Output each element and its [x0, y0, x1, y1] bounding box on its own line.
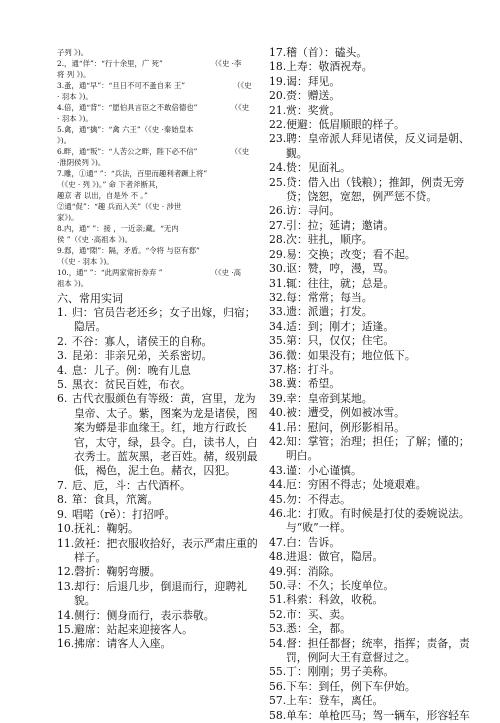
entry-number: 37. — [269, 362, 287, 376]
vocab-entry — [57, 637, 267, 651]
note-line: 子列 》)。 — [57, 48, 89, 57]
vocab-entry — [269, 406, 485, 420]
vocab-entry — [269, 176, 485, 205]
vocab-entry — [269, 132, 485, 161]
entry-number: 23. — [269, 132, 287, 146]
entry-text: 次：驻扎，顺序。 — [286, 233, 373, 247]
vocab-entry — [269, 233, 485, 247]
vocab-entry — [269, 291, 485, 305]
entry-number: 27. — [269, 218, 287, 232]
entry-number: 46. — [269, 507, 287, 520]
vocab-entry — [57, 335, 267, 349]
vocab-entry — [269, 320, 485, 334]
entry-number: 22. — [269, 118, 287, 132]
vocab-entry — [269, 637, 485, 666]
entry-text: 敛衽：把衣服收拾好，表示严肃庄重的 — [74, 536, 258, 550]
entry-text: 稽（首）：磕头。 — [286, 46, 368, 59]
vocab-entry — [269, 680, 485, 694]
note-line: 家》)。 — [57, 213, 79, 222]
section-heading: 六、常用实词 — [57, 292, 123, 305]
entry-number: 25. — [269, 175, 287, 189]
entry-text: 寻：不久；长度单位。 — [286, 579, 395, 593]
vocab-entry — [269, 219, 485, 233]
entry-text: 抚礼：鞠躬。 — [74, 522, 139, 536]
entry-text: 市：买、卖。 — [286, 607, 351, 621]
entry-number: 13. — [57, 579, 75, 593]
entry-text: 息：儿子。例：晚有儿息 — [72, 363, 191, 377]
entry-text: 适：到；刚才；适逢。 — [286, 319, 395, 333]
entry-text: 格：打斗。 — [286, 362, 341, 376]
note-line: 5.禽，通“擒”：“禽 六王”（《史 ·秦始皇本 — [57, 125, 194, 134]
entry-number: 24. — [269, 161, 287, 175]
vocab-entry — [269, 709, 485, 723]
entry-number: 34. — [269, 319, 287, 333]
note-item — [57, 80, 267, 102]
note-item — [57, 168, 267, 201]
entry-text: 觐。 — [286, 146, 308, 160]
entry-text: 却行：后退几步，倒退而行，迎聘礼 — [74, 579, 247, 593]
entry-text: 与“败”一样。 — [286, 521, 352, 535]
note-item — [57, 245, 267, 267]
entry-number: 28. — [269, 233, 287, 247]
note-item — [57, 267, 267, 289]
entry-text: 案为蟒是非血缘王。红，地方行政长 — [74, 421, 247, 435]
note-line: 趣京 者 以出，自是外 不 。” — [57, 191, 148, 200]
entry-number: 53. — [269, 622, 287, 636]
notes-list — [57, 47, 267, 289]
entry-number: 49. — [269, 564, 287, 578]
entry-number: 30. — [269, 262, 287, 276]
entry-text: 贷；饶恕，宽恕，例严惩不贷。 — [286, 190, 438, 204]
vocab-entry — [57, 364, 267, 378]
entry-number: 14. — [57, 608, 75, 622]
entry-text: 冀：希望。 — [286, 377, 341, 391]
note-line: 8.内，通“ ”：接 ，一近亲;藏。“无内 — [57, 224, 179, 233]
entry-text: 厄：穷困不得志；处境艰难。 — [286, 478, 427, 492]
vocab-entry — [269, 565, 485, 579]
entry-number: 50. — [269, 579, 287, 593]
vocab-entry — [269, 305, 485, 319]
entry-text: 下车：到任，例下车伊始。 — [286, 679, 416, 693]
entry-text: 白：告诉。 — [286, 535, 341, 549]
vocab-entry — [269, 550, 485, 564]
entry-number: 19. — [269, 74, 287, 88]
entry-text: 磬折：鞠躬弯腰。 — [74, 565, 161, 579]
entry-number: 20. — [269, 89, 287, 103]
vocab-entry — [57, 580, 267, 609]
vocab-entry — [269, 608, 485, 622]
right-entry-list — [269, 46, 485, 723]
entry-text: 箪：食具，笊篱。 — [72, 493, 159, 507]
entry-text: 罚，例阿大王有意督过之。 — [286, 651, 416, 665]
vocab-entry — [57, 508, 267, 522]
vocab-entry — [57, 522, 267, 536]
entry-number: 17. — [269, 46, 287, 59]
note-line: 4.倍，通“背”：“愿伯具言臣之不敢倍德也” （《史 — [57, 103, 250, 112]
entry-text: 微：如果没有；地位低下。 — [286, 348, 416, 362]
vocab-entry — [57, 565, 267, 579]
note-line: ·淮阴侯列 》)。 — [57, 158, 106, 167]
vocab-entry — [57, 623, 267, 637]
entry-text: 皇帝、太子。紫，图案为龙是诸侯，图 — [74, 406, 258, 420]
entry-number: 45. — [269, 492, 287, 506]
entry-text: 北：打败。有时候是打仗的委婉说法。 — [286, 507, 470, 520]
entry-number: 11. — [57, 536, 75, 550]
entry-text: 贷：借入出（钱粮）；推卸，例责无旁 — [286, 175, 465, 189]
vocab-entry — [57, 306, 267, 335]
vocab-entry — [269, 392, 485, 406]
vocab-entry — [269, 493, 485, 507]
vocab-entry — [269, 464, 485, 478]
vocab-entry — [269, 536, 485, 550]
vocab-entry — [57, 378, 267, 392]
entry-text: 谒：拜见。 — [286, 74, 341, 88]
entry-number: 39. — [269, 391, 287, 405]
entry-number: 40. — [269, 406, 287, 420]
entry-text: 便避：低眉顺眼的样子。 — [286, 118, 405, 132]
entry-number: 10. — [57, 522, 75, 536]
note-item — [57, 124, 267, 146]
entry-text: 聘：皇帝派人拜见诸侯，反义词是朝、 — [286, 132, 470, 146]
note-item — [57, 102, 267, 124]
entry-text: 上寿：敬酒祝寿。 — [286, 60, 373, 74]
entry-number: 26. — [269, 204, 287, 218]
entry-text: 不谷：寡人，诸侯王的自称。 — [72, 334, 213, 348]
entry-number: 2. — [57, 334, 68, 348]
entry-number: 4. — [57, 363, 68, 377]
vocab-entry — [269, 435, 485, 464]
vocab-entry — [269, 89, 485, 103]
vocab-entry — [269, 478, 485, 492]
entry-text: 进退：做官，隐居。 — [286, 550, 384, 564]
entry-number: 43. — [269, 463, 287, 477]
vocab-entry — [269, 75, 485, 89]
vocab-entry — [269, 363, 485, 377]
entry-number: 29. — [269, 247, 287, 261]
vocab-entry — [57, 609, 267, 623]
entry-text: 卮、卮，斗：古代酒杯。 — [72, 478, 191, 492]
entry-text: 易：交换；改变；看不起。 — [286, 247, 416, 261]
note-item — [57, 58, 267, 80]
entry-text: 辄：往往，就；总是。 — [286, 276, 395, 290]
entry-number: 41. — [269, 420, 287, 434]
note-line: （《史 · 羽本 》)。 — [57, 257, 114, 266]
entry-number: 55. — [269, 665, 287, 679]
entry-text: 遗：派遣；打发。 — [286, 305, 373, 319]
entry-text: 昆弟：非亲兄弟，关系密切。 — [72, 349, 213, 363]
note-line: 6.畔，通“叛”：“人苦公之畔，陛下必不信” （《史 — [57, 147, 250, 156]
entry-number: 33. — [269, 305, 287, 319]
vocab-entry — [269, 204, 485, 218]
vocab-entry — [269, 46, 485, 60]
entry-number: 3. — [57, 349, 68, 363]
entry-number: 38. — [269, 377, 287, 391]
entry-text: 单车：单枪匹马；驾一辆车，形容轻车 — [286, 708, 470, 722]
vocab-entry — [269, 118, 485, 132]
vocab-entry — [269, 334, 485, 348]
entry-number: 6. — [57, 392, 68, 406]
note-item — [57, 47, 267, 58]
entry-number: 5. — [57, 378, 68, 392]
entry-number: 58. — [269, 708, 287, 722]
entry-text: 贽：见面礼。 — [286, 161, 351, 175]
entry-number: 12. — [57, 565, 75, 579]
vocab-entry — [269, 60, 485, 74]
left-entry-list — [57, 306, 267, 652]
entry-number: 56. — [269, 679, 287, 693]
note-line: 10.，通“ ”：“此两家常折券弃 ” （《史 ·高 — [57, 268, 242, 277]
entry-text: 侧行：侧身而行，表示恭敬。 — [74, 608, 215, 622]
left-column — [57, 47, 267, 652]
entry-text: 悉：全，都。 — [286, 622, 351, 636]
note-item — [57, 201, 267, 223]
entry-number: 35. — [269, 334, 287, 348]
vocab-entry — [269, 622, 485, 636]
entry-text: 赏：奖赏。 — [286, 103, 341, 117]
entry-text: 明白。 — [286, 449, 319, 463]
entry-number: 7. — [57, 478, 68, 492]
entry-text: 古代衣服颜色有等级：黄，宫里，龙为 — [72, 392, 256, 406]
entry-text: 拂席：请客人入座。 — [74, 637, 172, 651]
entry-text: 访：寻问。 — [286, 204, 341, 218]
entry-text: 谨：小心谨慎。 — [286, 463, 362, 477]
entry-number: 57. — [269, 694, 287, 708]
entry-number: 44. — [269, 478, 287, 492]
note-line: （《史 · 列 》)。” 命 下者斧断其， — [57, 180, 163, 189]
entry-text: 上车：登车，离任。 — [286, 694, 384, 708]
vocab-entry — [269, 421, 485, 435]
vocab-entry — [57, 537, 267, 566]
vocab-entry — [269, 349, 485, 363]
entry-text: 赍：赠送。 — [286, 89, 341, 103]
vocab-entry — [269, 377, 485, 391]
entry-text: 知：掌管；治理；担任；了解；懂的； — [286, 434, 470, 448]
note-line: 》)。 — [57, 136, 71, 145]
note-line: ②通“促”：“趣 兵而入关”（《史 · 涉世 — [57, 202, 182, 211]
vocab-entry — [57, 479, 267, 493]
entry-text: 貌。 — [74, 594, 96, 608]
entry-number: 32. — [269, 290, 287, 304]
entry-number: 42. — [269, 434, 287, 448]
vocab-entry — [269, 262, 485, 276]
entry-text: 丁：刚刚；男子美称。 — [286, 665, 395, 679]
entry-text: 被：遭受，例如被冰雪。 — [286, 406, 405, 420]
entry-text: 讴：赞，哼，漫，骂。 — [286, 262, 395, 276]
vocab-entry — [57, 493, 267, 507]
note-line: 3.蚤，通“早”：“旦日不可不蚤自来 王” （《史 — [57, 81, 252, 90]
entry-number: 52. — [269, 607, 287, 621]
vocab-entry — [57, 392, 267, 478]
entry-text: 幸：皇帝到某地。 — [286, 391, 373, 405]
entry-text: 第：只，仅仅；住宅。 — [286, 334, 395, 348]
entry-number: 21. — [269, 103, 287, 117]
note-line: 祖本 》)。 — [57, 279, 89, 288]
vocab-entry — [269, 665, 485, 679]
vocab-entry — [57, 349, 267, 363]
entry-text: 每：常常；每当。 — [286, 290, 373, 304]
vocab-entry — [269, 593, 485, 607]
entry-text: 吊：慰问，例形影相吊。 — [286, 420, 405, 434]
vocab-entry — [269, 579, 485, 593]
entry-number: 51. — [269, 593, 287, 607]
entry-number: 8. — [57, 493, 68, 507]
entry-number: 48. — [269, 550, 287, 564]
note-item — [57, 223, 267, 245]
entry-text: 低，褐色，泥土色。赭衣，囚犯。 — [74, 464, 236, 478]
entry-number: 31. — [269, 276, 287, 290]
entry-text: 唱喏（rě）：打招呼。 — [72, 507, 176, 521]
entry-text: 科索：科敛，收税。 — [286, 593, 384, 607]
entry-text: 官，太守，绿，县令。白，读书人，白 — [74, 435, 258, 449]
note-line: 2.，通“佯”：“行十余里，广 死” （《史 ·李 — [57, 59, 242, 68]
note-line: 将 列 》)。 — [57, 70, 91, 79]
entry-number: 16. — [57, 637, 75, 651]
entry-text: 衣秀士。蓝灰黑，老百姓。赭，级别最 — [74, 450, 258, 464]
note-line: · 羽本 》)。 — [57, 92, 93, 101]
vocab-entry — [269, 161, 485, 175]
entry-text: 督：担任都督；统率，指挥；责备，责 — [286, 636, 470, 650]
vocab-entry — [269, 507, 485, 536]
entry-text: 黑衣：贫民百姓，布衣。 — [72, 378, 191, 392]
vocab-entry — [269, 277, 485, 291]
vocab-entry — [269, 104, 485, 118]
note-item — [57, 146, 267, 168]
entry-text: 勿：不得志。 — [286, 492, 351, 506]
note-line: · 羽本 》)。 — [57, 114, 93, 123]
note-line: 9.郄，通“隙”：隔，矛盾。“令将 与臣有郄” — [57, 246, 200, 255]
entry-text: 弭：消除。 — [286, 564, 341, 578]
entry-text: 样子。 — [74, 550, 107, 564]
vocab-entry — [269, 248, 485, 262]
note-line: 7.雕，①通“ ”：“兵法，百里而趣利者蹶上将” — [57, 169, 208, 178]
entry-text: 避席：站起来迎接客人。 — [74, 622, 193, 636]
right-column — [269, 46, 485, 723]
entry-text: 归：官员告老还乡；女子出嫁，归宿； — [72, 306, 256, 319]
entry-number: 54. — [269, 636, 287, 650]
entry-number: 47. — [269, 535, 287, 549]
entry-number: 1. — [57, 306, 68, 319]
entry-number: 18. — [269, 60, 287, 74]
note-line: 侯 ”（《史 ·高祖本 》)。 — [57, 235, 133, 244]
vocab-entry — [269, 694, 485, 708]
entry-text: 隐居。 — [74, 320, 107, 334]
entry-text: 引：拉；延请；邀请。 — [286, 218, 395, 232]
entry-number: 9. — [57, 507, 68, 521]
entry-number: 15. — [57, 622, 75, 636]
entry-number: 36. — [269, 348, 287, 362]
